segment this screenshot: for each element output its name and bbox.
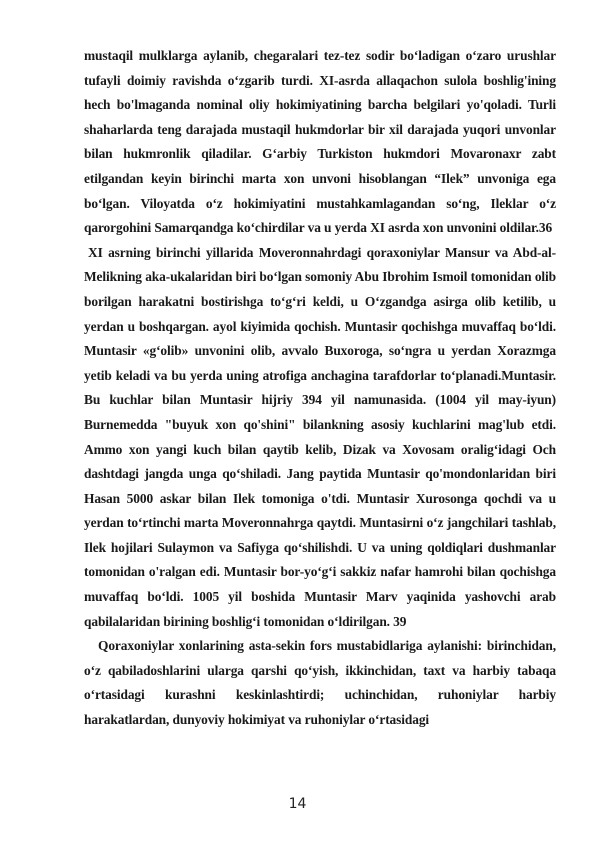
- paragraph-1: mustaqil mulklarga aylanib, chegaralari tez-tez sodir bo‘ladigan o‘zaro urushlar tufayli doimiy ravishda o‘zgarib turdi. XI-asrda allaqachon sulola boshlig'ining hech bo'lmaganda nominal oliy hokimiyatining barcha belgilari yo'qoladi. Turli shaharlarda teng darajada mustaqil hukmdorlar bir xil darajada yuqori unvonlar bilan hukmronlik qiladilar. G‘arbiy Turkiston hukmdori Movaronaxr zabt etilgandan keyin birinchi marta xon unvoni hisoblangan “Ilek” unvoniga ega bo‘lgan. Viloyatda o‘z hokimiyatini mustahkamlagandan so‘ng, Ileklar o‘z qarorgohini Samarqandga ko‘chirdilar va u yerda XI asrda xon unvonini oldilar.36: [84, 48, 556, 236]
- paragraph-2: XI asrning birinchi yillarida Moveronnahrdagi qoraxoniylar Mansur va Abd-al-Melikning aka-ukalaridan biri bo‘lgan somoniy Abu Ibrohim Ismoil tomonidan olib borilgan harakatni bostirishga to‘g‘ri keldi, u O‘zgandga asirga olib ketilib, u yerdan u boshqargan. ayol kiyimida qochish. Muntasir qochishga muvaffaq bo‘ldi. Muntasir «g‘olib» unvonini olib, avvalo Buxoroga, so‘ngra u yerdan Xorazmga yetib keladi va bu yerda uning atrofiga anchagina tarafdorlar to‘planadi.Muntasir. Bu kuchlar bilan Muntasir hijriy 394 yil namunasida. (1004 yil may-iyun) Burnemedda "buyuk xon qo'shini" bilankning asosiy kuchlarini mag'lub etdi. Ammo xon yangi kuch bilan qaytib kelib, Dizak va Xovosam oralig‘idagi Och dashtdagi jangda unga qo‘shiladi. Jang paytida Muntasir qo'mondonlaridan biri Hasan 5000 askar bilan Ilek tomoniga o'tdi. Muntasir Xurosonga qochdi va u yerdan to‘rtinchi marta Moveronnahrga qaytdi. Muntasirni o‘z jangchilari tashlab, Ilek hojilari Sulaymon va Safiyga qo‘shilishdi. U va uning qoldiqlari dushmanlar tomonidan o'ralgan edi. Muntasir bor-yo‘g‘i sakkiz nafar hamrohi bilan qochishga muvaffaq bo‘ldi. 1005 yil boshida Muntasir Marv yaqinida yashovchi arab qabilalaridan birining boshlig‘i tomonidan o‘ldirilgan. 39: [84, 244, 556, 629]
- page-number: 14: [288, 796, 307, 812]
- paragraph-3: Qoraxoniylar xonlarining asta-sekin fors mustabidlariga aylanishi: birinchidan, o‘z qabiladoshlarini ularga qarshi qo‘yish, ikkinchidan, taxt va harbiy tabaqa o‘rtasidagi kurashni keskinlashtirdi; uchinchidan, ruhoniylar harbiy harakatlardan, dunyoviy hokimiyat va ruhoniylar o‘rtasidagi: [84, 638, 556, 728]
- body-text: [84, 44, 556, 733]
